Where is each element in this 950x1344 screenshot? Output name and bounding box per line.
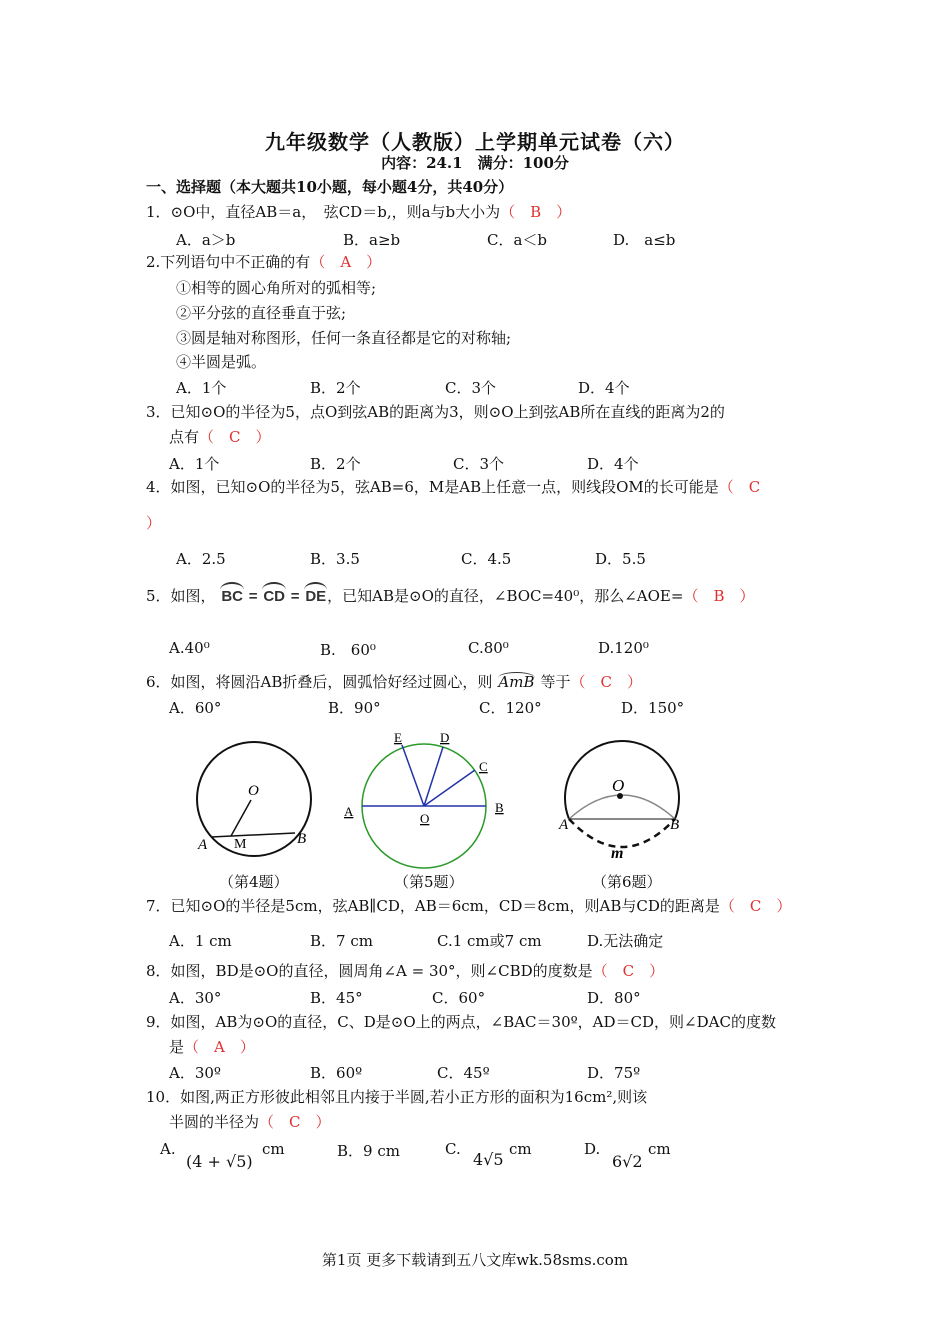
fig6-caption: （第6题） bbox=[592, 873, 662, 891]
question-8-stem: 8．如图，BD是⊙O的直径，圆周角∠A = 30°，则∠CBD的度数是 bbox=[146, 962, 593, 980]
q5-option-a: A.40⁰ bbox=[169, 639, 210, 657]
question-9-line-1: 9．如图，AB为⊙O的直径，C、D是⊙O上的两点，∠BAC＝30º，AD＝CD，则∠DAC的度数 bbox=[146, 1013, 776, 1031]
q10-option-c-unit: cm bbox=[509, 1140, 532, 1158]
q2-statement-1: ①相等的圆心角所对的弧相等; bbox=[176, 279, 377, 297]
q7-option-b: B．7 cm bbox=[310, 932, 373, 950]
question-2-answer: （ A ） bbox=[310, 253, 382, 271]
equals-sign: = bbox=[290, 588, 300, 605]
q6-option-c: C．120° bbox=[479, 699, 542, 717]
question-10-answer: （ C ） bbox=[259, 1113, 331, 1131]
q7-option-d: D.无法确定 bbox=[587, 932, 664, 950]
q2-option-d: D．4个 bbox=[578, 379, 630, 397]
q5-option-d: D.120⁰ bbox=[598, 639, 649, 657]
question-2-stem: 2.下列语句中不正确的有 bbox=[146, 253, 311, 271]
q1-option-c: C．a＜b bbox=[487, 231, 548, 249]
fig5-radius-oc bbox=[424, 770, 475, 806]
fig6-folded-arc bbox=[569, 795, 675, 819]
q10-option-b: B．9 cm bbox=[337, 1142, 400, 1160]
arc-amb: AmB bbox=[498, 673, 535, 691]
fig4-segment-om bbox=[231, 800, 251, 836]
fig6-label-o: O bbox=[612, 776, 625, 795]
section-heading: 一、选择题（本大题共10小题，每小题4分，共40分） bbox=[146, 178, 514, 196]
question-4-stem: 4．如图，已知⊙O的半径为5，弦AB=6，M是AB上任意一点，则线段OM的长可能是 bbox=[146, 478, 719, 496]
question-7 bbox=[146, 897, 791, 915]
fig5-label-e: E bbox=[394, 730, 402, 745]
page-footer: 第1页 更多下载请到五八文库wk.58sms.com bbox=[321, 1251, 629, 1269]
q1-option-b: B．a≥b bbox=[343, 231, 401, 249]
fig4-label-o: O bbox=[248, 783, 259, 799]
question-5 bbox=[146, 582, 754, 609]
question-5-stem: ，已知AB是⊙O的直径，∠BOC=40⁰，那么∠AOE= bbox=[327, 587, 684, 605]
fig5-radius-oe bbox=[402, 745, 424, 806]
page-subtitle: 内容：24.1 满分：100分 bbox=[381, 154, 569, 172]
q2-option-b: B．2个 bbox=[310, 379, 361, 397]
q9-option-a: A．30º bbox=[169, 1064, 221, 1082]
fig5-radius-od bbox=[424, 747, 443, 806]
question-3-line-1: 3．已知⊙O的半径为5，点O到弦AB的距离为3，则⊙O上到弦AB所在直线的距离为2的 bbox=[146, 403, 725, 421]
arc-cd: CD bbox=[262, 582, 286, 609]
q7-option-c: C.1 cm或7 cm bbox=[437, 932, 542, 950]
arc-de: DE bbox=[304, 582, 327, 609]
question-9-answer: （ A ） bbox=[184, 1038, 255, 1056]
q8-option-a: A．30° bbox=[169, 989, 222, 1007]
page-title: 九年级数学（人教版）上学期单元试卷（六） bbox=[265, 130, 685, 154]
q6-option-b: B．90° bbox=[328, 699, 381, 717]
question-4-answer: （ C bbox=[718, 478, 761, 496]
q9-option-d: D．75º bbox=[587, 1064, 641, 1082]
q1-option-a: A．a＞b bbox=[176, 231, 236, 249]
fig5-label-d: D bbox=[440, 730, 450, 745]
fig4-chord-ab bbox=[211, 833, 295, 837]
q2-statement-2: ②平分弦的直径垂直于弦; bbox=[176, 304, 347, 322]
question-7-answer: （ C ） bbox=[719, 897, 792, 915]
fig4-label-a: A bbox=[198, 837, 208, 853]
question-4-answer-close: ） bbox=[146, 514, 162, 532]
q5-option-b: B. 60⁰ bbox=[320, 641, 376, 659]
q3-option-d: D．4个 bbox=[587, 455, 639, 473]
question-1-answer: （ B ） bbox=[500, 203, 572, 221]
question-10-stem: 半圆的半径为 bbox=[169, 1113, 260, 1131]
question-9-stem: 是 bbox=[169, 1038, 185, 1056]
fig6-label-b: B bbox=[670, 817, 680, 833]
fig6-label-m: m bbox=[611, 845, 624, 862]
fig6-dashed-arc bbox=[569, 819, 675, 847]
fig4-caption: （第4题） bbox=[219, 873, 289, 891]
q2-option-a: A．1个 bbox=[176, 379, 227, 397]
q10-option-c-label: C. bbox=[445, 1140, 461, 1158]
fig4-circle bbox=[197, 742, 311, 856]
q10-option-c-value: 4√5 bbox=[473, 1150, 504, 1169]
equals-sign: = bbox=[248, 588, 258, 605]
fig5-label-b: B bbox=[495, 800, 504, 815]
q8-option-d: D．80° bbox=[587, 989, 641, 1007]
question-5-answer: （ B ） bbox=[683, 587, 755, 605]
figure-4 bbox=[185, 735, 325, 865]
question-5-prefix: 5．如图， bbox=[146, 587, 216, 605]
question-7-stem: 7．已知⊙O的半径是5cm，弦AB∥CD，AB＝6cm，CD＝8cm，则AB与CD的距离是 bbox=[146, 897, 720, 915]
q3-option-b: B．2个 bbox=[310, 455, 361, 473]
q10-option-a-value: (4 + √5) bbox=[186, 1152, 253, 1171]
q10-option-d-label: D. bbox=[584, 1140, 601, 1158]
fig5-label-c: C bbox=[479, 759, 488, 774]
question-9-line-2 bbox=[169, 1038, 255, 1056]
question-2 bbox=[146, 253, 381, 271]
fig5-label-o: O bbox=[420, 811, 430, 826]
q10-option-d-unit: cm bbox=[648, 1140, 671, 1158]
q6-option-d: D．150° bbox=[621, 699, 685, 717]
question-3-stem: 点有 bbox=[169, 428, 200, 446]
q3-option-c: C．3个 bbox=[453, 455, 505, 473]
question-4 bbox=[146, 478, 760, 496]
q7-option-a: A．1 cm bbox=[169, 932, 232, 950]
question-6-stem: 6．如图，将圆沿AB折叠后，圆弧恰好经过圆心，则 bbox=[146, 673, 493, 691]
question-1-stem: 1．⊙O中，直径AB＝a， 弦CD＝b,，则a与b大小为 bbox=[146, 203, 501, 221]
question-3-answer: （ C ） bbox=[199, 428, 271, 446]
q4-option-b: B．3.5 bbox=[310, 550, 360, 568]
fig6-label-a: A bbox=[559, 817, 569, 833]
figure-6 bbox=[555, 735, 695, 865]
question-6 bbox=[146, 672, 642, 691]
question-10-line-2 bbox=[169, 1113, 331, 1131]
q1-option-d: D. a≤b bbox=[613, 231, 676, 249]
question-1 bbox=[146, 203, 571, 221]
question-10-line-1: 10．如图,两正方形彼此相邻且内接于半圆,若小正方形的面积为16cm²,则该 bbox=[146, 1088, 648, 1106]
q10-option-a-label: A. bbox=[160, 1140, 176, 1158]
q10-option-a-unit: cm bbox=[262, 1140, 285, 1158]
question-8-answer: （ C ） bbox=[592, 962, 665, 980]
fig4-label-m: M bbox=[234, 837, 247, 852]
q5-option-c: C.80⁰ bbox=[468, 639, 509, 657]
question-6-answer: （ C ） bbox=[570, 673, 642, 691]
arc-bc: BC bbox=[220, 582, 244, 609]
q9-option-c: C．45º bbox=[437, 1064, 490, 1082]
q2-statement-3: ③圆是轴对称图形，任何一条直径都是它的对称轴; bbox=[176, 329, 512, 347]
q4-option-d: D．5.5 bbox=[595, 550, 646, 568]
fig5-caption: （第5题） bbox=[394, 873, 464, 891]
q8-option-c: C．60° bbox=[432, 989, 486, 1007]
question-6-stem-end: 等于 bbox=[540, 673, 571, 691]
fig4-label-b: B bbox=[297, 831, 307, 847]
q2-statement-4: ④半圆是弧。 bbox=[176, 353, 267, 371]
fig5-label-a: A bbox=[344, 804, 354, 819]
q3-option-a: A．1个 bbox=[169, 455, 220, 473]
q8-option-b: B．45° bbox=[310, 989, 363, 1007]
q10-option-d-value: 6√2 bbox=[612, 1152, 643, 1171]
question-3-line-2 bbox=[169, 428, 271, 446]
q4-option-a: A．2.5 bbox=[176, 550, 226, 568]
q2-option-c: C．3个 bbox=[445, 379, 497, 397]
q4-option-c: C．4.5 bbox=[461, 550, 512, 568]
question-8 bbox=[146, 962, 664, 980]
figure-5 bbox=[340, 728, 510, 873]
q9-option-b: B．60º bbox=[310, 1064, 363, 1082]
q6-option-a: A．60° bbox=[169, 699, 222, 717]
